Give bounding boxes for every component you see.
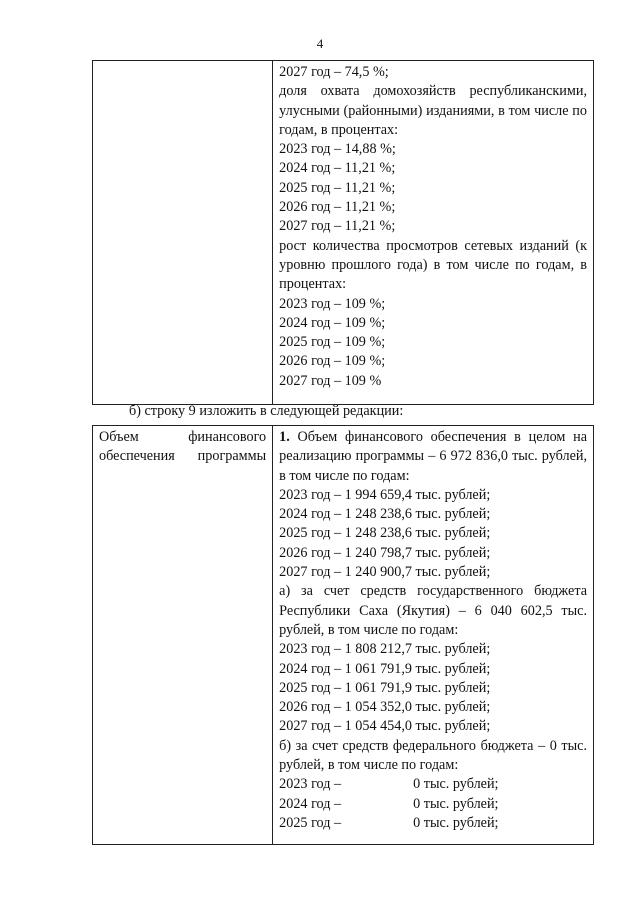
financing-table bbox=[92, 425, 594, 845]
state-year-line: 2027 год – 1 054 454,0 тыс. рублей; bbox=[279, 718, 491, 735]
indicator-line: 2024 год – 11,21 %; bbox=[279, 160, 396, 177]
indicator-paragraph: рост количества просмотров сетевых изданий (к уровню прошлого года) в том числе по годам, в процентах: bbox=[279, 237, 587, 293]
indicator-line: 2026 год – 109 %; bbox=[279, 353, 386, 370]
indicator-line: 2026 год – 11,21 %; bbox=[279, 199, 396, 216]
table-row bbox=[93, 61, 594, 405]
federal-year: 2025 год – bbox=[279, 814, 342, 831]
indicator-line: 2027 год – 109 % bbox=[279, 372, 382, 389]
total-year-line: 2023 год – 1 994 659,4 тыс. рублей; bbox=[279, 486, 491, 503]
indicator-line: 2027 год – 11,21 %; bbox=[279, 218, 396, 235]
indicator-line: 2025 год – 11,21 %; bbox=[279, 179, 396, 196]
federal-year: 2023 год – bbox=[279, 776, 342, 793]
indicator-line: 2023 год – 14,88 %; bbox=[279, 141, 396, 158]
row-label: Объем финансового обеспечения программы bbox=[99, 429, 267, 465]
federal-year-line bbox=[279, 814, 587, 833]
indicator-paragraph: доля охвата домохозяйств республиканскими, улусными (районными) изданиями, в том числе по годам, в процентах: bbox=[279, 83, 587, 138]
row-label-cell bbox=[93, 426, 273, 845]
indicator-line: 2024 год – 109 %; bbox=[279, 314, 386, 331]
program-indicators-table bbox=[92, 60, 594, 405]
instruction-text: б) строку 9 изложить в следующей редакции: bbox=[129, 403, 404, 419]
indicators-cell bbox=[273, 61, 594, 405]
financing-cell bbox=[273, 426, 594, 845]
row-label-cell bbox=[93, 61, 273, 405]
page-number: 4 bbox=[316, 36, 324, 51]
state-year-line: 2025 год – 1 061 791,9 тыс. рублей; bbox=[279, 679, 491, 696]
state-year-line: 2026 год – 1 054 352,0 тыс. рублей; bbox=[279, 699, 491, 716]
federal-budget-paragraph: б) за счет средств федерального бюджета – 0 тыс. рублей, в том числе по годам: bbox=[279, 737, 587, 774]
federal-year-line bbox=[279, 775, 587, 794]
federal-amount: 0 тыс. рублей; bbox=[413, 795, 499, 812]
total-year-line: 2026 год – 1 240 798,7 тыс. рублей; bbox=[279, 544, 491, 561]
federal-amount: 0 тыс. рублей; bbox=[413, 776, 499, 793]
total-year-line: 2027 год – 1 240 900,7 тыс. рублей; bbox=[279, 564, 491, 581]
indicator-line: 2023 год – 109 %; bbox=[279, 295, 386, 312]
indicator-line: 2027 год – 74,5 %; bbox=[279, 64, 389, 80]
total-year-line: 2024 год – 1 248 238,6 тыс. рублей; bbox=[279, 506, 491, 523]
indicator-line: 2025 год – 109 %; bbox=[279, 334, 386, 351]
total-financing-text: Объем финансового обеспечения в целом на реализацию программы – 6 972 836,0 тыс. рублей, в том числе по годам: bbox=[279, 429, 588, 484]
table-row bbox=[93, 426, 594, 845]
federal-year-line bbox=[279, 795, 587, 814]
federal-year: 2024 год – bbox=[279, 795, 342, 812]
total-year-line: 2025 год – 1 248 238,6 тыс. рублей; bbox=[279, 525, 491, 542]
total-financing-paragraph bbox=[279, 428, 587, 486]
federal-amount: 0 тыс. рублей; bbox=[413, 814, 499, 831]
state-year-line: 2024 год – 1 061 791,9 тыс. рублей; bbox=[279, 660, 491, 677]
state-year-line: 2023 год – 1 808 212,7 тыс. рублей; bbox=[279, 641, 491, 658]
item-number: 1. bbox=[279, 429, 290, 445]
state-budget-paragraph: а) за счет средств государственного бюджета Республики Саха (Якутия) – 6 040 602,5 тыс. рублей, в том числе по годам: bbox=[279, 583, 587, 638]
